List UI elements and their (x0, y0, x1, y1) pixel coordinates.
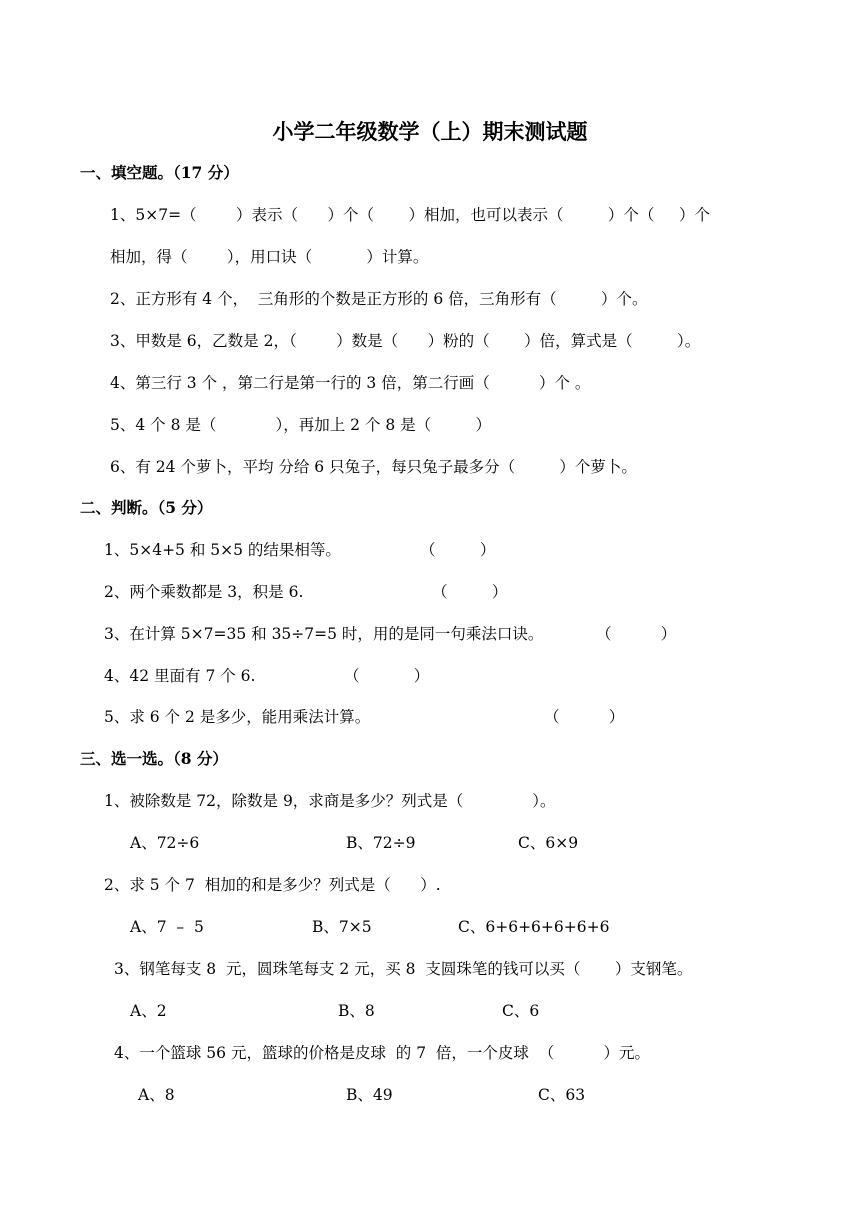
s3-q2-option-c: C、6+6+6+6+6+6 (458, 918, 610, 936)
s3-q1-option-c: C、6×9 (518, 834, 579, 852)
s3-q1-option-a: A、72÷6 (130, 834, 200, 852)
page-title: 小学二年级数学（上）期末测试题 (272, 119, 588, 144)
section2-heading: 二、判断。（5 分） (80, 498, 213, 517)
s2-question-2: 2、两个乘数都是 3，积是 6. (104, 583, 304, 601)
s1-question-6: 6、有 24 个萝卜，平均 分给 6 只兔子，每只兔子最多分（ ）个萝卜。 (110, 458, 637, 476)
s3-q4-option-a: A、8 (138, 1086, 175, 1104)
s3-question-3: 3、钢笔每支 8 元，圆珠笔每支 2 元，买 8 支圆珠笔的钱可以买（ ）支钢笔。 (114, 960, 693, 978)
s2-question-1: 1、5×4+5 和 5×5 的结果相等。 (104, 541, 341, 559)
s3-q3-option-c: C、6 (502, 1002, 540, 1020)
s2-answer-paren-5: （ ） (544, 708, 625, 726)
s1-question-3: 3、甲数是 6，乙数是 2，（ ）数是（ ）粉的（ ）倍，算式是（ ）。 (110, 332, 701, 350)
s3-q1-option-b: B、72÷9 (346, 834, 416, 852)
s1-question-1-line1: 1、5×7=（ ）表示（ ）个（ ）相加，也可以表示（ ）个（ ）个 (110, 206, 711, 224)
s3-question-4: 4、一个篮球 56 元，篮球的价格是皮球 的 7 倍，一个皮球 （ ）元。 (114, 1044, 651, 1062)
s1-question-1-line2: 相加，得（ ），用口诀（ ）计算。 (110, 248, 429, 266)
s3-q3-option-a: A、2 (130, 1002, 167, 1020)
s2-question-4: 4、42 里面有 7 个 6. (104, 667, 256, 685)
s2-answer-paren-3: （ ） (596, 625, 677, 643)
s1-question-5: 5、4 个 8 是（ ），再加上 2 个 8 是（ ） (110, 416, 492, 434)
s2-answer-paren-4: （ ） (344, 667, 430, 685)
s3-question-1: 1、被除数是 72，除数是 9，求商是多少？列式是（ ）。 (104, 792, 556, 810)
section3-heading: 三、选一选。（8 分） (80, 749, 228, 768)
s3-q2-option-a: A、7 – 5 (130, 918, 204, 936)
section1-heading: 一、填空题。（17 分） (80, 163, 239, 182)
s3-question-2: 2、求 5 个 7 相加的和是多少？列式是（ ）. (104, 876, 441, 894)
s1-question-4: 4、第三行 3 个 ，第二行是第一行的 3 倍，第二行画（ ）个 。 (110, 374, 591, 392)
s2-question-3: 3、在计算 5×7=35 和 35÷7=5 时，用的是同一句乘法口诀。 (104, 625, 544, 643)
s2-answer-paren-2: （ ） (432, 583, 508, 601)
s3-q2-option-b: B、7×5 (312, 918, 372, 936)
s3-q4-option-c: C、63 (538, 1086, 586, 1104)
s3-q4-option-b: B、49 (346, 1086, 393, 1104)
s2-answer-paren-1: （ ） (420, 541, 496, 559)
s2-question-5: 5、求 6 个 2 是多少，能用乘法计算。 (104, 708, 371, 726)
s1-question-2: 2、正方形有 4 个， 三角形的个数是正方形的 6 倍，三角形有（ ）个。 (110, 290, 648, 308)
s3-q3-option-b: B、8 (338, 1002, 375, 1020)
